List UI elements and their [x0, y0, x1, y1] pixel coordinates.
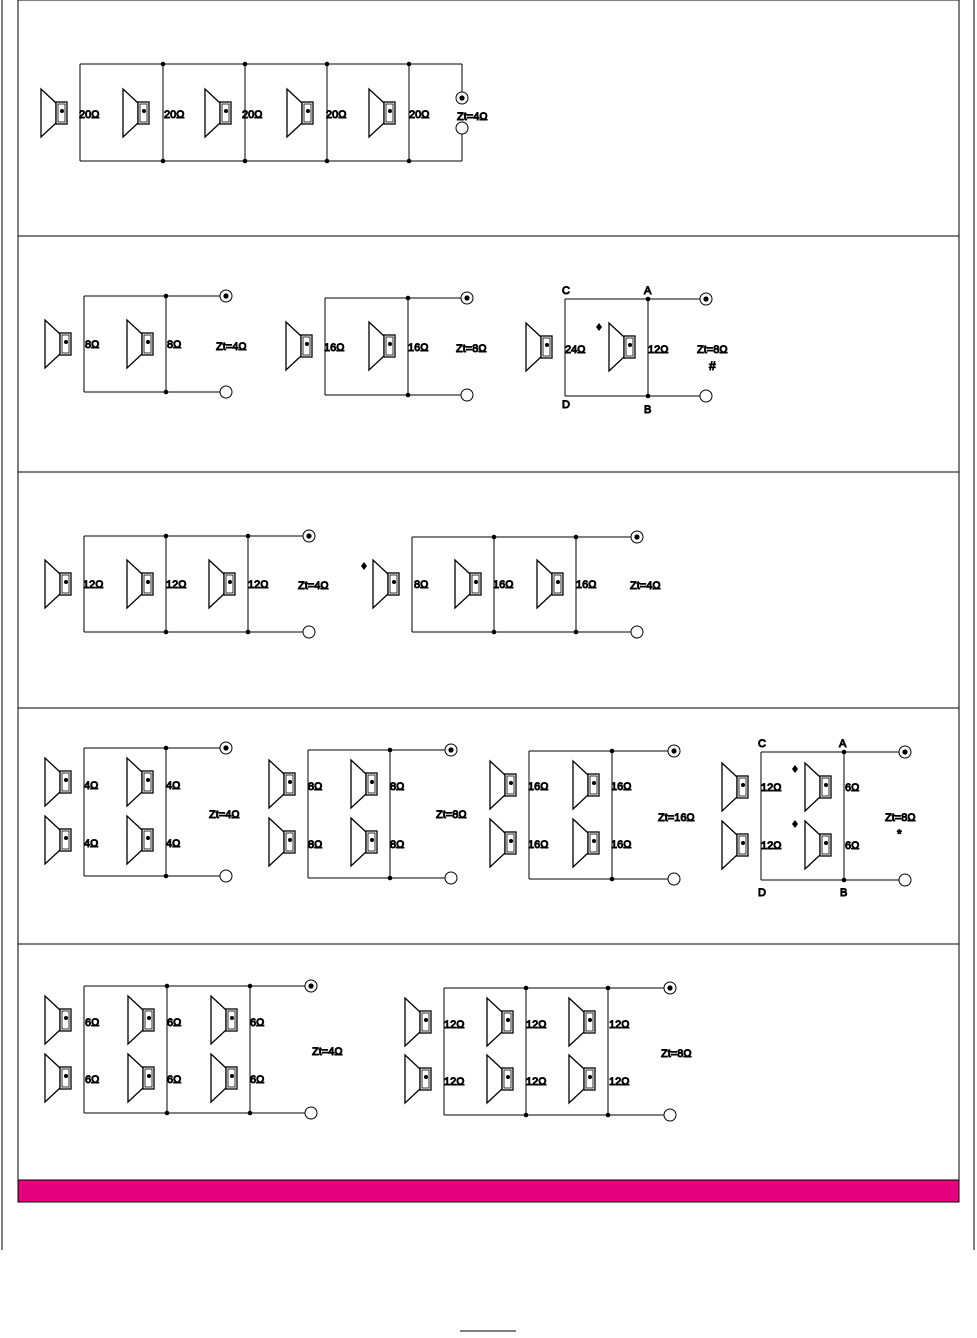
speaker-icon	[127, 758, 153, 806]
negative-terminal-icon	[631, 626, 643, 638]
junction-dot	[646, 394, 651, 399]
speaker-icon	[805, 821, 831, 869]
impedance-label: 6Ω	[845, 782, 860, 794]
speaker-icon	[455, 560, 481, 608]
impedance-label: 16Ω	[324, 342, 345, 354]
speaker-icon	[373, 560, 399, 608]
junction-dot	[164, 390, 169, 395]
positive-terminal-icon	[303, 530, 315, 542]
negative-terminal-icon	[461, 389, 473, 401]
speaker-icon	[269, 760, 295, 808]
impedance-label: 8Ω	[390, 839, 405, 851]
note-symbol: *	[897, 827, 902, 841]
speaker-icon	[569, 998, 595, 1046]
impedance-label: 12Ω	[609, 1019, 630, 1031]
speaker-icon	[526, 323, 552, 371]
negative-terminal-icon	[664, 1109, 676, 1121]
total-impedance-label: Zt=8Ω	[436, 809, 467, 821]
speaker-icon	[211, 1054, 237, 1102]
speaker-icon	[45, 1054, 71, 1102]
node-label: B	[644, 404, 652, 416]
speaker-icon	[569, 1055, 595, 1103]
junction-dot	[388, 748, 393, 753]
speaker-icon	[123, 89, 149, 137]
impedance-label: 6Ω	[167, 1017, 182, 1029]
impedance-label: 24Ω	[565, 344, 586, 356]
junction-dot	[574, 630, 579, 635]
speaker-icon	[45, 816, 71, 864]
positive-terminal-icon	[668, 745, 680, 757]
total-impedance-label: Zt=8Ω	[697, 344, 728, 356]
impedance-label: 20Ω	[242, 109, 263, 121]
total-impedance-label: Zt=4Ω	[216, 341, 247, 353]
junction-dot	[492, 630, 497, 635]
impedance-label: 6Ω	[85, 1017, 100, 1029]
footer-bar	[18, 1180, 959, 1202]
speaker-icon	[722, 763, 748, 811]
junction-dot	[406, 393, 411, 398]
diamond-marker-icon	[792, 765, 798, 773]
speaker-icon	[490, 819, 516, 867]
junction-dot	[164, 874, 169, 879]
junction-dot	[165, 1111, 170, 1116]
positive-terminal-icon	[631, 531, 643, 543]
junction-dot	[524, 1113, 529, 1118]
junction-dot	[842, 878, 847, 883]
negative-terminal-icon	[305, 1107, 317, 1119]
node-label: C	[758, 738, 766, 750]
impedance-label: 20Ω	[326, 109, 347, 121]
speaker-icon	[45, 320, 71, 368]
total-impedance-label: Zt=4Ω	[209, 809, 240, 821]
impedance-label: 6Ω	[167, 1074, 182, 1086]
total-impedance-label: Zt=4Ω	[298, 580, 329, 592]
negative-terminal-icon	[220, 870, 232, 882]
impedance-label: 4Ω	[84, 780, 99, 792]
junction-dot	[842, 750, 847, 755]
junction-dot	[243, 159, 248, 164]
impedance-label: 16Ω	[611, 839, 632, 851]
speaker-icon	[127, 560, 153, 608]
speaker-icon	[211, 996, 237, 1044]
node-label: D	[562, 399, 570, 411]
diagram-4c	[490, 745, 695, 885]
speaker-icon	[128, 996, 154, 1044]
speaker-icon	[286, 322, 312, 370]
positive-terminal-icon	[445, 744, 457, 756]
node-label: A	[839, 738, 847, 750]
impedance-label: 12Ω	[166, 579, 187, 591]
impedance-label: 16Ω	[493, 579, 514, 591]
junction-dot	[325, 62, 330, 67]
impedance-label: 12Ω	[248, 579, 269, 591]
speaker-icon	[573, 819, 599, 867]
junction-dot	[574, 535, 579, 540]
impedance-label: 12Ω	[761, 840, 782, 852]
impedance-label: 20Ω	[164, 109, 185, 121]
total-impedance-label: Zt=8Ω	[456, 343, 487, 355]
speaker-icon	[369, 89, 395, 137]
speaker-icon	[45, 560, 71, 608]
note-symbol: #	[709, 359, 716, 373]
positive-terminal-icon	[220, 742, 232, 754]
total-impedance-label: Zt=16Ω	[658, 812, 695, 824]
speaker-icon	[487, 998, 513, 1046]
diamond-marker-icon	[596, 323, 602, 331]
node-label: B	[840, 887, 848, 899]
impedance-label: 6Ω	[85, 1074, 100, 1086]
speaker-icon	[351, 818, 377, 866]
positive-terminal-icon	[305, 980, 317, 992]
junction-dot	[161, 159, 166, 164]
diagram-5b	[405, 982, 692, 1121]
negative-terminal-icon	[220, 386, 232, 398]
junction-dot	[606, 1113, 611, 1118]
junction-dot	[407, 159, 412, 164]
node-label: D	[758, 887, 766, 899]
junction-dot	[243, 62, 248, 67]
speaker-icon	[487, 1055, 513, 1103]
junction-dot	[164, 630, 169, 635]
speaker-icon	[209, 560, 235, 608]
diagram-1a	[41, 62, 488, 164]
total-impedance-label: Zt=8Ω	[885, 812, 916, 824]
speaker-icon	[45, 996, 71, 1044]
impedance-label: 6Ω	[250, 1017, 265, 1029]
impedance-label: 8Ω	[85, 339, 100, 351]
junction-dot	[610, 749, 615, 754]
impedance-label: 6Ω	[845, 840, 860, 852]
positive-terminal-icon	[220, 290, 232, 302]
speaker-icon	[537, 560, 563, 608]
impedance-label: 8Ω	[390, 781, 405, 793]
speaker-icon	[369, 322, 395, 370]
speaker-icon	[127, 320, 153, 368]
negative-terminal-icon	[456, 122, 468, 134]
impedance-label: 8Ω	[414, 579, 429, 591]
positive-terminal-icon	[461, 292, 473, 304]
negative-terminal-icon	[303, 626, 315, 638]
speaker-icon	[405, 998, 431, 1046]
diamond-marker-icon	[792, 820, 798, 828]
impedance-label: 16Ω	[576, 579, 597, 591]
impedance-label: 12Ω	[609, 1076, 630, 1088]
positive-terminal-icon	[700, 293, 712, 305]
diagram-3b	[361, 531, 661, 638]
impedance-label: 16Ω	[528, 781, 549, 793]
negative-terminal-icon	[668, 873, 680, 885]
impedance-label: 12Ω	[526, 1019, 547, 1031]
total-impedance-label: Zt=4Ω	[457, 111, 488, 123]
impedance-label: 8Ω	[167, 339, 182, 351]
speaker-icon	[351, 760, 377, 808]
diagram-2b	[286, 292, 487, 401]
total-impedance-label: Zt=8Ω	[661, 1048, 692, 1060]
speaker-icon	[722, 821, 748, 869]
speaker-icon	[490, 761, 516, 809]
impedance-label: 4Ω	[166, 780, 181, 792]
positive-terminal-icon	[664, 982, 676, 994]
junction-dot	[407, 62, 412, 67]
impedance-label: 4Ω	[84, 838, 99, 850]
negative-terminal-icon	[899, 874, 911, 886]
speaker-icon	[287, 89, 313, 137]
impedance-label: 8Ω	[308, 781, 323, 793]
speaker-icon	[128, 1054, 154, 1102]
impedance-label: 12Ω	[444, 1076, 465, 1088]
speaker-icon	[205, 89, 231, 137]
impedance-label: 8Ω	[308, 839, 323, 851]
junction-dot	[606, 986, 611, 991]
speaker-icon	[405, 1055, 431, 1103]
junction-dot	[524, 986, 529, 991]
impedance-label: 16Ω	[528, 839, 549, 851]
speaker-icon	[609, 323, 635, 371]
junction-dot	[646, 297, 651, 302]
impedance-label: 12Ω	[444, 1019, 465, 1031]
speaker-icon	[127, 816, 153, 864]
diagram-3a	[45, 530, 329, 638]
impedance-label: 4Ω	[166, 838, 181, 850]
negative-terminal-icon	[445, 872, 457, 884]
diagram-2a	[45, 290, 247, 398]
speaker-icon	[269, 818, 295, 866]
impedance-label: 12Ω	[83, 579, 104, 591]
junction-dot	[161, 62, 166, 67]
junction-dot	[325, 159, 330, 164]
junction-dot	[164, 746, 169, 751]
speaker-icon	[41, 89, 67, 137]
junction-dot	[492, 535, 497, 540]
impedance-label: 12Ω	[526, 1076, 547, 1088]
junction-dot	[406, 296, 411, 301]
impedance-label: 16Ω	[408, 342, 429, 354]
positive-terminal-icon	[899, 746, 911, 758]
junction-dot	[165, 984, 170, 989]
diagram-4b	[269, 744, 467, 884]
diagram-5a	[45, 980, 343, 1119]
junction-dot	[164, 294, 169, 299]
speaker-icon	[45, 758, 71, 806]
total-impedance-label: Zt=4Ω	[630, 580, 661, 592]
junction-dot	[610, 877, 615, 882]
junction-dot	[388, 876, 393, 881]
junction-dot	[164, 534, 169, 539]
diagram-4d	[722, 738, 916, 899]
junction-dot	[248, 1111, 253, 1116]
impedance-label: 20Ω	[79, 109, 100, 121]
impedance-label: 16Ω	[611, 781, 632, 793]
speaker-icon	[805, 763, 831, 811]
node-label: A	[644, 285, 652, 297]
negative-terminal-icon	[700, 390, 712, 402]
impedance-label: 12Ω	[648, 344, 669, 356]
diagram-4a	[45, 742, 240, 882]
junction-dot	[246, 630, 251, 635]
diagram-2c	[526, 285, 728, 416]
positive-terminal-icon	[456, 92, 468, 104]
impedance-label: 20Ω	[409, 109, 430, 121]
node-label: C	[562, 285, 570, 297]
junction-dot	[248, 984, 253, 989]
impedance-label: 12Ω	[761, 782, 782, 794]
junction-dot	[246, 534, 251, 539]
impedance-label: 6Ω	[250, 1074, 265, 1086]
total-impedance-label: Zt=4Ω	[312, 1046, 343, 1058]
speaker-icon	[573, 761, 599, 809]
diamond-marker-icon	[361, 562, 367, 570]
